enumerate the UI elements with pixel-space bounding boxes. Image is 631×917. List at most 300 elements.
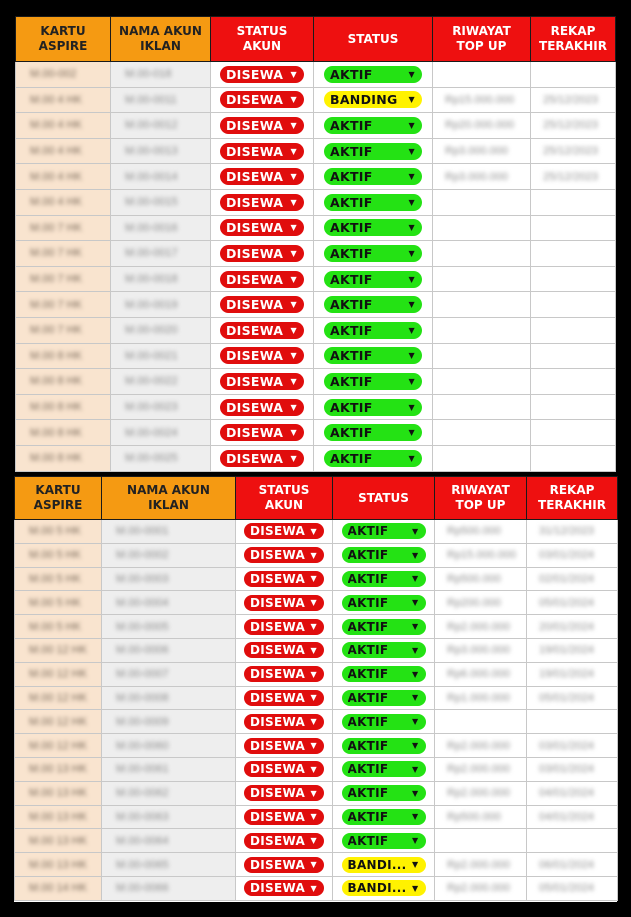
status-akun-dropdown[interactable] [220,322,304,339]
cell-status [314,343,433,369]
cell-rekap-terakhir[interactable] [531,317,616,343]
col-header-riwayat-top-up: RIWAYAT TOP UP [435,477,527,520]
cell-kartu-aspire[interactable] [15,543,102,567]
cell-status [314,317,433,343]
nama-akun-value: M.00-0015 [125,196,178,209]
cell-kartu-aspire[interactable] [15,781,102,805]
triangle-down-icon: ▼ [408,325,415,335]
cell-kartu-aspire[interactable] [16,138,111,164]
status-akun-dropdown[interactable] [244,761,324,777]
cell-nama-akun-iklan[interactable] [102,853,236,877]
status-label: AKTIF [347,595,389,610]
header-row [15,477,618,520]
status-akun-dropdown[interactable] [220,219,304,236]
cell-kartu-aspire[interactable] [16,87,111,113]
cell-rekap-terakhir[interactable] [531,87,616,113]
nama-akun-value: M.00-0016 [125,221,178,234]
status-akun-dropdown[interactable] [220,194,304,211]
nama-akun-value: M.00-0021 [125,349,178,362]
rekap-date-value: 25/12/2023 [543,145,599,158]
status-dropdown[interactable] [342,809,426,825]
status-dropdown[interactable] [342,785,426,801]
cell-nama-akun-iklan[interactable] [102,638,236,662]
cell-status-akun [236,567,333,591]
cell-rekap-terakhir[interactable] [527,567,618,591]
cell-nama-akun-iklan[interactable] [111,113,211,139]
cell-nama-akun-iklan[interactable] [102,662,236,686]
cell-rekap-terakhir[interactable] [527,662,618,686]
cell-nama-akun-iklan[interactable] [111,292,211,318]
triangle-down-icon: ▼ [290,402,297,412]
triangle-down-icon: ▼ [408,172,415,182]
status-akun-dropdown[interactable] [220,424,304,441]
cell-kartu-aspire[interactable] [16,420,111,446]
status-akun-label: DISEWA [226,169,284,185]
kartu-aspire-value: M.00 12 HK [29,668,88,681]
cell-kartu-aspire[interactable] [15,591,102,615]
status-akun-dropdown[interactable] [244,547,324,563]
kartu-aspire-value: M.00 12 HK [29,644,88,657]
table-row [15,805,618,829]
cell-rekap-terakhir[interactable] [527,543,618,567]
kartu-aspire-value: M.00 13 HK [29,858,88,871]
cell-status-akun [211,62,314,88]
cell-nama-akun-iklan[interactable] [111,62,211,88]
cell-rekap-terakhir[interactable] [527,520,618,544]
cell-nama-akun-iklan[interactable] [102,829,236,853]
cell-status-akun [211,266,314,292]
cell-kartu-aspire[interactable] [15,567,102,591]
cell-nama-akun-iklan[interactable] [111,369,211,395]
status-label: AKTIF [347,643,389,658]
cell-rekap-terakhir[interactable] [531,189,616,215]
cell-nama-akun-iklan[interactable] [102,805,236,829]
cell-rekap-terakhir[interactable] [527,853,618,877]
cell-nama-akun-iklan[interactable] [111,189,211,215]
status-dropdown[interactable] [342,714,426,730]
cell-rekap-terakhir[interactable] [527,757,618,781]
cell-kartu-aspire[interactable] [16,317,111,343]
status-akun-dropdown[interactable] [220,271,304,288]
cell-nama-akun-iklan[interactable] [111,394,211,420]
triangle-down-icon: ▼ [310,788,317,798]
status-akun-dropdown[interactable] [220,245,304,262]
status-akun-dropdown[interactable] [244,714,324,730]
status-dropdown[interactable] [324,245,422,262]
triangle-down-icon: ▼ [412,764,419,774]
status-dropdown[interactable] [342,833,426,849]
table-row [16,241,616,267]
cell-riwayat-top-up[interactable] [435,734,527,758]
status-akun-dropdown[interactable] [220,168,304,185]
cell-status [333,781,435,805]
triangle-down-icon: ▼ [310,812,317,822]
status-label: AKTIF [330,373,373,389]
cell-rekap-terakhir[interactable] [527,781,618,805]
cell-riwayat-top-up[interactable] [435,567,527,591]
triangle-down-icon: ▼ [408,428,415,438]
cell-riwayat-top-up[interactable] [433,87,531,113]
kartu-aspire-value: M.00 7 HK [30,324,82,337]
cell-kartu-aspire[interactable] [16,189,111,215]
cell-rekap-terakhir[interactable] [527,805,618,829]
cell-nama-akun-iklan[interactable] [111,445,211,471]
table-row [16,292,616,318]
rekap-date-value: 19/01/2024 [539,644,595,657]
status-dropdown[interactable] [342,642,426,658]
triangle-down-icon: ▼ [290,351,297,361]
cell-nama-akun-iklan[interactable] [102,710,236,734]
status-dropdown[interactable] [324,450,422,467]
cell-rekap-terakhir[interactable] [527,615,618,639]
cell-kartu-aspire[interactable] [15,853,102,877]
triangle-down-icon: ▼ [310,669,317,679]
status-akun-dropdown[interactable] [220,399,304,416]
cell-riwayat-top-up[interactable] [433,420,531,446]
top-up-value: Rp500.000 [447,810,501,823]
cell-riwayat-top-up[interactable] [433,445,531,471]
status-label: AKTIF [347,524,389,539]
cell-kartu-aspire[interactable] [15,876,102,900]
status-dropdown[interactable] [342,547,426,563]
cell-riwayat-top-up[interactable] [435,829,527,853]
cell-riwayat-top-up[interactable] [433,317,531,343]
status-akun-dropdown[interactable] [244,880,324,896]
kartu-aspire-value: M.00 13 HK [29,810,88,823]
status-dropdown[interactable] [324,143,422,160]
status-akun-dropdown[interactable] [244,523,324,539]
cell-rekap-terakhir[interactable] [531,215,616,241]
status-akun-dropdown[interactable] [220,296,304,313]
cell-kartu-aspire[interactable] [15,638,102,662]
triangle-down-icon: ▼ [290,248,297,258]
triangle-down-icon: ▼ [412,550,419,560]
status-akun-dropdown[interactable] [220,66,304,83]
status-akun-dropdown[interactable] [244,809,324,825]
cell-status-akun [211,317,314,343]
cell-kartu-aspire[interactable] [15,520,102,544]
status-dropdown[interactable] [324,219,422,236]
table-row [15,853,618,877]
table-row [15,662,618,686]
status-akun-label: DISEWA [226,143,284,159]
cell-rekap-terakhir[interactable] [527,591,618,615]
cell-nama-akun-iklan[interactable] [102,615,236,639]
status-akun-dropdown[interactable] [220,143,304,160]
top-up-value: Rp2.000.000 [447,858,510,871]
status-label: AKTIF [347,738,389,753]
cell-rekap-terakhir[interactable] [527,876,618,900]
cell-status [314,87,433,113]
cell-riwayat-top-up[interactable] [433,266,531,292]
cell-status-akun [211,113,314,139]
status-dropdown[interactable] [342,595,426,611]
cell-nama-akun-iklan[interactable] [102,876,236,900]
status-akun-dropdown[interactable] [244,619,324,635]
cell-kartu-aspire[interactable] [16,343,111,369]
cell-nama-akun-iklan[interactable] [111,420,211,446]
cell-riwayat-top-up[interactable] [433,394,531,420]
cell-kartu-aspire[interactable] [15,805,102,829]
status-akun-dropdown[interactable] [244,595,324,611]
nama-akun-value: M.00-0005 [116,620,169,633]
status-akun-dropdown[interactable] [244,666,324,682]
nama-akun-value: M.00-0011 [125,93,177,106]
status-akun-label: DISEWA [226,220,284,236]
status-dropdown[interactable] [324,66,422,83]
status-dropdown[interactable] [342,880,426,896]
cell-riwayat-top-up[interactable] [435,520,527,544]
cell-kartu-aspire[interactable] [16,445,111,471]
cell-riwayat-top-up[interactable] [433,369,531,395]
cell-status-akun [211,394,314,420]
cell-rekap-terakhir[interactable] [527,638,618,662]
cell-rekap-terakhir[interactable] [531,113,616,139]
cell-riwayat-top-up[interactable] [435,638,527,662]
status-akun-dropdown[interactable] [244,642,324,658]
cell-rekap-terakhir[interactable] [531,164,616,190]
cell-riwayat-top-up[interactable] [435,876,527,900]
triangle-down-icon: ▼ [408,95,415,105]
status-dropdown[interactable] [324,322,422,339]
status-dropdown[interactable] [342,666,426,682]
status-dropdown[interactable] [342,619,426,635]
cell-kartu-aspire[interactable] [15,662,102,686]
cell-riwayat-top-up[interactable] [433,164,531,190]
triangle-down-icon: ▼ [412,717,419,727]
status-dropdown[interactable] [324,296,422,313]
cell-riwayat-top-up[interactable] [435,757,527,781]
status-dropdown[interactable] [324,424,422,441]
cell-rekap-terakhir[interactable] [531,266,616,292]
status-akun-dropdown[interactable] [244,857,324,873]
cell-rekap-terakhir[interactable] [531,369,616,395]
kartu-aspire-value: M.00 8 HK [30,426,82,439]
cell-kartu-aspire[interactable] [16,266,111,292]
status-akun-dropdown[interactable] [220,450,304,467]
kartu-aspire-value: M.00 13 HK [29,763,88,776]
cell-kartu-aspire[interactable] [16,292,111,318]
cell-kartu-aspire[interactable] [16,215,111,241]
triangle-down-icon: ▼ [408,453,415,463]
cell-riwayat-top-up[interactable] [433,113,531,139]
cell-status [314,164,433,190]
cell-riwayat-top-up[interactable] [435,662,527,686]
cell-status-akun [236,638,333,662]
cell-nama-akun-iklan[interactable] [102,520,236,544]
status-dropdown[interactable] [342,690,426,706]
cell-status [333,543,435,567]
status-dropdown[interactable] [324,168,422,185]
cell-rekap-terakhir[interactable] [527,710,618,734]
cell-riwayat-top-up[interactable] [433,241,531,267]
status-akun-dropdown[interactable] [220,91,304,108]
cell-nama-akun-iklan[interactable] [111,317,211,343]
status-dropdown[interactable] [324,117,422,134]
status-dropdown[interactable] [324,91,422,108]
col-header-status-akun: STATUS AKUN [236,477,333,520]
cell-nama-akun-iklan[interactable] [102,543,236,567]
cell-kartu-aspire[interactable] [16,394,111,420]
cell-status-akun [211,445,314,471]
triangle-down-icon: ▼ [290,453,297,463]
cell-nama-akun-iklan[interactable] [111,164,211,190]
cell-riwayat-top-up[interactable] [433,189,531,215]
status-dropdown[interactable] [342,571,426,587]
top-up-value: Rp3.000.000 [445,170,508,183]
cell-nama-akun-iklan[interactable] [111,266,211,292]
nama-akun-value: M.00-0006 [116,644,169,657]
status-label: AKTIF [330,143,373,159]
status-dropdown[interactable] [342,523,426,539]
table-row [15,710,618,734]
cell-rekap-terakhir[interactable] [527,686,618,710]
cell-status [314,215,433,241]
status-akun-label: DISEWA [250,833,306,848]
cell-nama-akun-iklan[interactable] [111,343,211,369]
kartu-aspire-value: M.00 12 HK [29,715,88,728]
top-up-value: Rp3.000.000 [447,644,510,657]
status-dropdown[interactable] [324,373,422,390]
cell-kartu-aspire[interactable] [16,241,111,267]
status-dropdown[interactable] [324,194,422,211]
cell-status [314,189,433,215]
nama-akun-value: M.00-0025 [125,452,178,465]
status-akun-label: DISEWA [250,619,306,634]
status-dropdown[interactable] [324,399,422,416]
cell-riwayat-top-up[interactable] [435,615,527,639]
cell-rekap-terakhir[interactable] [531,343,616,369]
cell-riwayat-top-up[interactable] [433,292,531,318]
status-dropdown[interactable] [342,857,426,873]
cell-status-akun [236,591,333,615]
status-akun-label: DISEWA [250,738,306,753]
cell-status [333,734,435,758]
cell-riwayat-top-up[interactable] [433,138,531,164]
cell-kartu-aspire[interactable] [16,164,111,190]
cell-rekap-terakhir[interactable] [527,734,618,758]
cell-nama-akun-iklan[interactable] [111,215,211,241]
cell-status-akun [211,189,314,215]
cell-status-akun [211,164,314,190]
cell-status-akun [211,343,314,369]
cell-nama-akun-iklan[interactable] [111,241,211,267]
status-akun-dropdown[interactable] [244,833,324,849]
status-dropdown[interactable] [342,738,426,754]
cell-riwayat-top-up[interactable] [433,343,531,369]
triangle-down-icon: ▼ [290,274,297,284]
cell-nama-akun-iklan[interactable] [102,591,236,615]
status-akun-dropdown[interactable] [220,373,304,390]
cell-nama-akun-iklan[interactable] [102,781,236,805]
cell-rekap-terakhir[interactable] [531,292,616,318]
cell-rekap-terakhir[interactable] [531,394,616,420]
cell-rekap-terakhir[interactable] [531,241,616,267]
table-row [16,189,616,215]
status-akun-dropdown[interactable] [220,117,304,134]
cell-kartu-aspire[interactable] [15,829,102,853]
cell-rekap-terakhir[interactable] [531,445,616,471]
cell-status [333,829,435,853]
cell-nama-akun-iklan[interactable] [111,87,211,113]
cell-status-akun [211,138,314,164]
table-row [16,215,616,241]
cell-status-akun [211,292,314,318]
status-akun-dropdown[interactable] [244,738,324,754]
status-akun-dropdown[interactable] [244,785,324,801]
cell-kartu-aspire[interactable] [15,686,102,710]
status-akun-dropdown[interactable] [244,571,324,587]
cell-riwayat-top-up[interactable] [435,686,527,710]
status-label: AKTIF [330,220,373,236]
status-dropdown[interactable] [324,271,422,288]
cell-rekap-terakhir[interactable] [531,62,616,88]
cell-rekap-terakhir[interactable] [531,420,616,446]
status-label: AKTIF [330,297,373,313]
nama-akun-value: M.00-0024 [125,426,178,439]
cell-nama-akun-iklan[interactable] [102,757,236,781]
top-up-value: Rp2.000.000 [447,739,510,752]
cell-riwayat-top-up[interactable] [435,853,527,877]
cell-status [314,292,433,318]
kartu-aspire-value: M.00 7 HK [30,247,82,260]
table-row [15,543,618,567]
cell-riwayat-top-up[interactable] [433,215,531,241]
status-label: AKTIF [347,809,389,824]
cell-riwayat-top-up[interactable] [435,781,527,805]
triangle-down-icon: ▼ [412,693,419,703]
cell-nama-akun-iklan[interactable] [111,138,211,164]
cell-status [333,853,435,877]
cell-kartu-aspire[interactable] [15,757,102,781]
cell-riwayat-top-up[interactable] [435,710,527,734]
triangle-down-icon: ▼ [310,550,317,560]
cell-riwayat-top-up[interactable] [433,62,531,88]
table-row [15,876,618,900]
status-akun-dropdown[interactable] [220,347,304,364]
cell-rekap-terakhir[interactable] [531,138,616,164]
cell-status-akun [236,781,333,805]
triangle-down-icon: ▼ [290,376,297,386]
col-header-kartu-aspire: KARTU ASPIRE [16,17,111,62]
cell-kartu-aspire[interactable] [16,369,111,395]
cell-kartu-aspire[interactable] [15,615,102,639]
cell-kartu-aspire[interactable] [15,734,102,758]
cell-nama-akun-iklan[interactable] [102,686,236,710]
cell-riwayat-top-up[interactable] [435,543,527,567]
nama-akun-value: M.00-0002 [116,549,169,562]
status-akun-dropdown[interactable] [244,690,324,706]
cell-kartu-aspire[interactable] [15,710,102,734]
kartu-aspire-value: M.00 7 HK [30,298,82,311]
kartu-aspire-value: M.00 4 HK [30,145,82,158]
cell-kartu-aspire[interactable] [16,113,111,139]
cell-riwayat-top-up[interactable] [435,591,527,615]
triangle-down-icon: ▼ [290,300,297,310]
kartu-aspire-value: M.00 5 HK [29,525,81,538]
cell-nama-akun-iklan[interactable] [102,567,236,591]
triangle-down-icon: ▼ [310,693,317,703]
cell-status [333,591,435,615]
cell-nama-akun-iklan[interactable] [102,734,236,758]
cell-rekap-terakhir[interactable] [527,829,618,853]
cell-kartu-aspire[interactable] [16,62,111,88]
nama-akun-value: M.00-0012 [125,119,178,132]
kartu-aspire-value: M.00 14 HK [29,882,88,895]
status-dropdown[interactable] [324,347,422,364]
status-dropdown[interactable] [342,761,426,777]
cell-riwayat-top-up[interactable] [435,805,527,829]
